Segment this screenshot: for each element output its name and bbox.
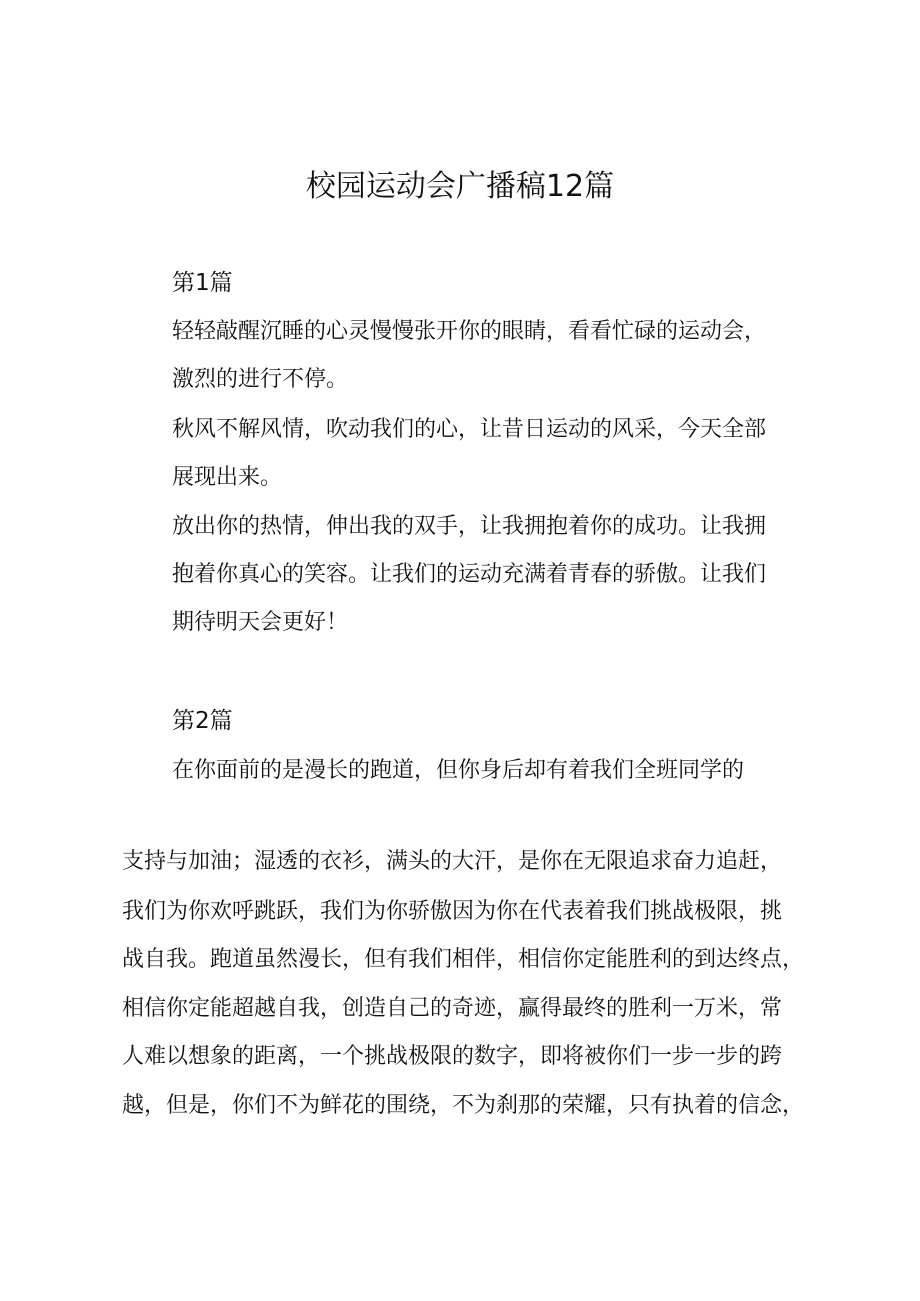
paragraph-line: 激烈的进行不停。 — [172, 367, 349, 392]
paragraph-line-wrap — [172, 414, 812, 446]
paragraph-line-wrap — [172, 462, 812, 494]
section-heading: 第2篇 — [172, 708, 233, 734]
paragraph-line: 越，但是，你们不为鲜花的围绕，不为刹那的荣耀，只有执着的信念， — [122, 1093, 805, 1118]
document-title: 校园运动会广播稿12篇 — [305, 169, 615, 204]
paragraph-line-wrap — [122, 944, 842, 976]
paragraph-line-wrap — [122, 1041, 842, 1073]
paragraph-line-wrap — [122, 896, 842, 928]
paragraph-line-wrap — [172, 364, 812, 396]
paragraph-line-wrap — [172, 755, 812, 787]
paragraph-line: 人难以想象的距离，一个挑战极限的数字，即将被你们一步一步的跨 — [122, 1044, 783, 1069]
section-1-heading-wrap — [172, 267, 812, 299]
paragraph-line: 战自我。跑道虽然漫长，但有我们相伴，相信你定能胜利的到达终点， — [122, 947, 805, 972]
paragraph-line-wrap — [122, 1090, 842, 1122]
paragraph-line: 期待明天会更好！ — [172, 610, 349, 635]
paragraph-line-wrap — [172, 316, 812, 348]
paragraph-line: 秋风不解风情，吹动我们的心，让昔日运动的风采，今天全部 — [172, 417, 767, 442]
section-heading: 第1篇 — [172, 270, 233, 296]
paragraph-line: 在你面前的是漫长的跑道，但你身后却有着我们全班同学的 — [172, 758, 745, 783]
paragraph-line-wrap — [122, 993, 842, 1025]
paragraph-line-wrap — [172, 607, 812, 639]
paragraph-line: 放出你的热情，伸出我的双手，让我拥抱着你的成功。让我拥 — [172, 514, 767, 539]
paragraph-line: 轻轻敲醒沉睡的心灵慢慢张开你的眼睛，看看忙碌的运动会， — [172, 319, 767, 344]
paragraph-line: 支持与加油；湿透的衣衫，满头的大汗，是你在无限追求奋力追赶， — [122, 849, 783, 874]
section-2-heading-wrap — [172, 705, 812, 737]
paragraph-line-wrap — [172, 511, 812, 543]
paragraph-line-wrap — [172, 559, 812, 591]
paragraph-line: 我们为你欢呼跳跃，我们为你骄傲因为你在代表着我们挑战极限，挑 — [122, 899, 783, 924]
paragraph-line: 展现出来。 — [172, 465, 283, 490]
paragraph-line: 相信你定能超越自我，创造自己的奇迹，赢得最终的胜利一万米，常 — [122, 996, 783, 1021]
paragraph-line: 抱着你真心的笑容。让我们的运动充满着青春的骄傲。让我们 — [172, 562, 767, 587]
paragraph-line-wrap — [122, 846, 842, 878]
